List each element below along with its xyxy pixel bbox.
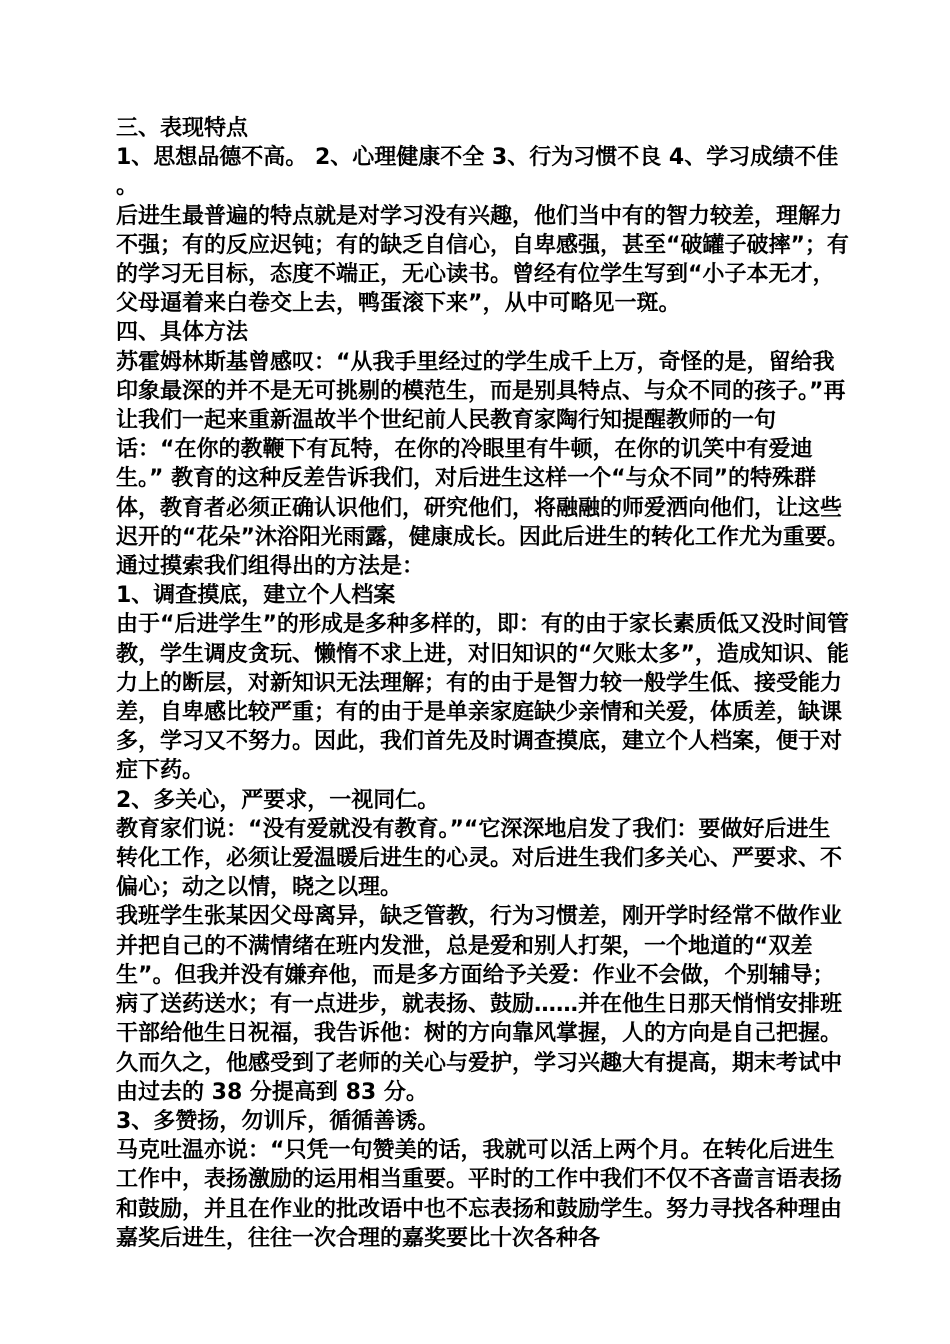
- section-heading-methods: 四、具体方法: [116, 320, 249, 346]
- paragraph-common-traits: 后进生最普遍的特点就是对学习没有兴趣，他们当中有的智力较差，理解力不强；有的反应迟钝；有的缺乏自信心，自卑感强，甚至“破罐子破摔”；有的学习无目标，态度不端正，无心读书。曾经有位学生写到“小子本无才，父母逼着来白卷交上去，鸭蛋滚下来”，从中可略见一斑。: [116, 203, 849, 317]
- characteristics-list: 1、思想品德不高。 2、心理健康不全 3、行为习惯不良 4、学习成绩不佳 。: [116, 145, 839, 200]
- section-heading-characteristics: 三、表现特点: [116, 116, 249, 141]
- paragraph-method-3: 马克吐温亦说：“只凭一句赞美的话，我就可以活上两个月。在转化后进生工作中，表扬激励的运用相当重要。平时的工作中我们不仅不吝啬言语表扬和鼓励，并且在作业的批改语中也不忘表扬和鼓励学生。努力寻找各种理由嘉奖后进生，往往一次合理的嘉奖要比十次各种各: [116, 1138, 843, 1251]
- paragraph-sukhomlinsky-quote: 苏霍姆林斯基曾感叹：“从我手里经过的学生成千上万，奇怪的是，留给我印象最深的并不是无可挑剔的模范生，而是别具特点、与众不同的孩子。”再让我们一起来重新温故半个世纪前人民教育家陶行知提醒教师的一句话：“在你的教鞭下有瓦特，在你的冷眼里有牛顿，在你的讥笑中有爱迪生。” 教育的这种反差告诉我们，对后进生这样一个“与众不同”的特殊群体，教育者必须正确认识他们，研究他们，将融融的师爱洒向他们，让这些迟开的“花朵”沐浴阳光雨露，健康成长。因此后进生的转化工作尤为重要。通过摸索我们组得出的方法是：: [116, 349, 849, 580]
- paragraph-method-2: 教育家们说：“没有爱就没有教育。”“它深深地启发了我们：要做好后进生转化工作，必须让爱温暖后进生的心灵。对后进生我们多关心、严要求、不偏心；动之以情，晓之以理。: [116, 816, 843, 901]
- method-heading-1: 1、调查摸底，建立个人档案: [116, 583, 396, 609]
- paragraph-method-1: 由于“后进学生”的形成是多种多样的，即：有的由于家长素质低又没时间管教，学生调皮贪玩、懒惰不求上进，对旧知识的“欠账太多”，造成知识、能力上的断层，对新知识无法理解；有的由于是智力较一般学生低、接受能力差，自卑感比较严重；有的由于是单亲家庭缺少亲情和关爱，体质差，缺课多，学习又不努力。因此，我们首先及时调查摸底，建立个人档案，便于对症下药。: [116, 612, 849, 784]
- method-heading-2: 2、多关心，严要求，一视同仁。: [116, 787, 440, 813]
- document-page: [116, 114, 850, 1253]
- method-heading-3: 3、多赞扬，勿训斥，循循善诱。: [116, 1108, 440, 1134]
- paragraph-student-example: 我班学生张某因父母离异，缺乏管教，行为习惯差，刚开学时经常不做作业并把自己的不满情绪在班内发泄，总是爱和别人打架，一个地道的“双差生”。但我并没有嫌弃他，而是多方面给予关爱：作业不会做，个别辅导；病了送药送水；有一点进步，就表扬、鼓励……并在他生日那天悄悄安排班干部给他生日祝福，我告诉他：树的方向靠风掌握，人的方向是自己把握。久而久之，他感受到了老师的关心与爱护，学习兴趣大有提高，期末考试中由过去的 38 分提高到 83 分。: [116, 904, 843, 1105]
